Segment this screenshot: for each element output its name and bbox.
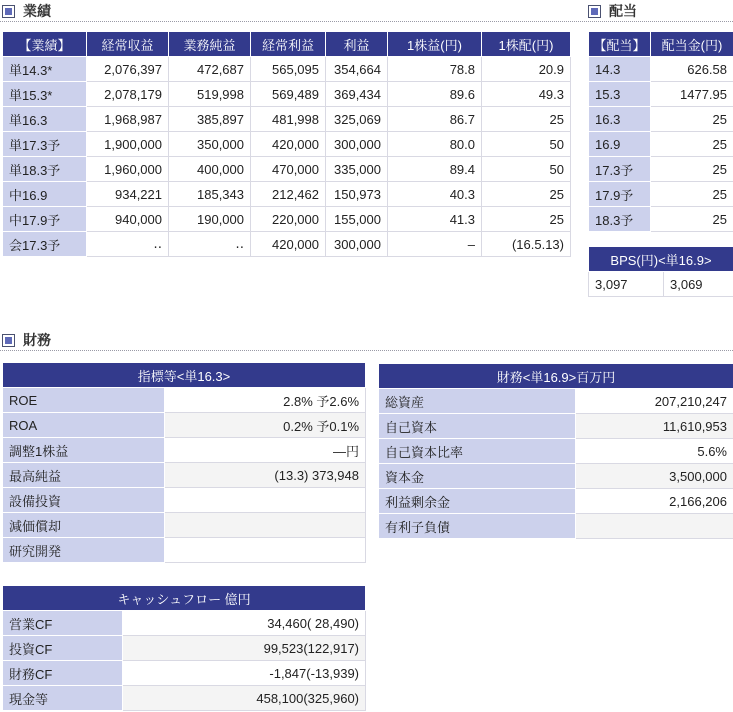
table-row (589, 82, 733, 107)
cell-value: 2,166,206 (576, 489, 733, 514)
table-row (379, 464, 733, 489)
row-label: 単18.3予 (3, 157, 87, 182)
cell-value: 472,687 (169, 57, 251, 82)
table-row (3, 232, 571, 257)
cell-value (165, 538, 366, 563)
column-header: 配当金(円) (651, 32, 733, 57)
row-label: ROE (3, 388, 165, 413)
row-label: 単17.3予 (3, 132, 87, 157)
column-header: 1株配(円) (482, 32, 571, 57)
cell-value: 207,210,247 (576, 389, 733, 414)
table-row (3, 438, 366, 463)
column-header: 【業績】 (3, 32, 87, 57)
table-row (3, 488, 366, 513)
section-title-zaimu (2, 332, 51, 348)
table-row (379, 389, 733, 414)
table-row (3, 661, 366, 686)
section-title-gyoseki (2, 3, 51, 19)
cell-value: 25 (482, 182, 571, 207)
cell-value: 190,000 (169, 207, 251, 232)
cell-value: 2,078,179 (87, 82, 169, 107)
cell-value: 49.3 (482, 82, 571, 107)
table-row (3, 513, 366, 538)
table-title: キャッシュフロー 億円 (3, 586, 366, 611)
cell-value: 335,000 (326, 157, 388, 182)
row-label: 15.3 (589, 82, 651, 107)
shihyo-table (2, 362, 366, 563)
table-row (589, 107, 733, 132)
cashflow-table (2, 585, 366, 711)
row-label: 資本金 (379, 464, 576, 489)
header-row (3, 32, 571, 57)
cell-value: 89.6 (388, 82, 482, 107)
table-row (3, 686, 366, 711)
table-row (3, 157, 571, 182)
cell-value: 565,095 (251, 57, 326, 82)
cell-value: 25 (651, 182, 733, 207)
table-title: 財務<単16.9>百万円 (379, 364, 733, 389)
cell-value: 150,973 (326, 182, 388, 207)
cell-value: 458,100(325,960) (123, 686, 366, 711)
table-row (589, 272, 733, 297)
cell-value: 25 (651, 107, 733, 132)
cell-value (576, 514, 733, 539)
cell-value: 25 (651, 157, 733, 182)
cell-value: 1,968,987 (87, 107, 169, 132)
cell-value: 25 (651, 207, 733, 232)
cell-value: 3,069 (664, 272, 733, 297)
cell-value: 185,343 (169, 182, 251, 207)
cell-value: 1477.95 (651, 82, 733, 107)
cell-value: 155,000 (326, 207, 388, 232)
cell-value: 78.8 (388, 57, 482, 82)
cell-value: 50 (482, 157, 571, 182)
cell-value: 220,000 (251, 207, 326, 232)
cell-value: 1,960,000 (87, 157, 169, 182)
cell-value: 2.8% 予2.6% (165, 388, 366, 413)
header-row (589, 247, 733, 272)
cell-value: 5.6% (576, 439, 733, 464)
row-label: 設備投資 (3, 488, 165, 513)
row-label: 自己資本 (379, 414, 576, 439)
cell-value: 50 (482, 132, 571, 157)
table-row (379, 414, 733, 439)
row-label: ROA (3, 413, 165, 438)
haito-table (588, 31, 733, 232)
cell-value: 519,998 (169, 82, 251, 107)
table-row (3, 132, 571, 157)
table-row (379, 439, 733, 464)
cell-value: 40.3 (388, 182, 482, 207)
table-row (379, 514, 733, 539)
table-row (3, 107, 571, 132)
section-title-text: 業績 (23, 3, 51, 19)
cell-value: 420,000 (251, 132, 326, 157)
cell-value: 300,000 (326, 132, 388, 157)
table-row (3, 82, 571, 107)
cell-value: 11,610,953 (576, 414, 733, 439)
row-label: 17.3予 (589, 157, 651, 182)
cell-value: 626.58 (651, 57, 733, 82)
table-row (589, 132, 733, 157)
cell-value: 934,221 (87, 182, 169, 207)
cell-value: 80.0 (388, 132, 482, 157)
cell-value: 99,523(122,917) (123, 636, 366, 661)
cell-value: 89.4 (388, 157, 482, 182)
table-row (3, 388, 366, 413)
row-label: 有利子負債 (379, 514, 576, 539)
row-label: 中17.9予 (3, 207, 87, 232)
row-label: 単16.3 (3, 107, 87, 132)
cell-value (165, 488, 366, 513)
table-row (589, 157, 733, 182)
row-label: 財務CF (3, 661, 123, 686)
row-label: 総資産 (379, 389, 576, 414)
cell-value: 25 (482, 207, 571, 232)
cell-value: 325,069 (326, 107, 388, 132)
cell-value: 350,000 (169, 132, 251, 157)
row-label: 減価償却 (3, 513, 165, 538)
table-row (379, 489, 733, 514)
row-label: 17.9予 (589, 182, 651, 207)
column-header: 経常収益 (87, 32, 169, 57)
cell-value: (16.5.13) (482, 232, 571, 257)
cell-value: 300,000 (326, 232, 388, 257)
row-label: 現金等 (3, 686, 123, 711)
section-square-icon (2, 5, 15, 18)
section-square-icon (2, 334, 15, 347)
row-label: 中16.9 (3, 182, 87, 207)
dotted-divider (0, 350, 733, 351)
column-header: 1株益(円) (388, 32, 482, 57)
cell-value: 940,000 (87, 207, 169, 232)
row-label: 単15.3* (3, 82, 87, 107)
cell-value: 481,998 (251, 107, 326, 132)
table-row (3, 538, 366, 563)
cell-value: 420,000 (251, 232, 326, 257)
cell-value: 2,076,397 (87, 57, 169, 82)
table-title: 指標等<単16.3> (3, 363, 366, 388)
header-row (3, 363, 366, 388)
header-row (379, 364, 733, 389)
table-row (589, 207, 733, 232)
cell-value: ―円 (165, 438, 366, 463)
cell-value: 385,897 (169, 107, 251, 132)
row-label: 14.3 (589, 57, 651, 82)
section-title-text: 配当 (609, 3, 637, 19)
cell-value: 354,664 (326, 57, 388, 82)
cell-value: 20.9 (482, 57, 571, 82)
cell-value: 569,489 (251, 82, 326, 107)
row-label: 16.9 (589, 132, 651, 157)
header-row (3, 586, 366, 611)
column-header: 利益 (326, 32, 388, 57)
column-header: 業務純益 (169, 32, 251, 57)
cell-value: 400,000 (169, 157, 251, 182)
cell-value: 212,462 (251, 182, 326, 207)
table-title: BPS(円)<単16.9> (589, 247, 733, 272)
section-title-haito (588, 3, 637, 19)
cell-value: 0.2% 予0.1% (165, 413, 366, 438)
table-row (3, 636, 366, 661)
cell-value: 369,434 (326, 82, 388, 107)
cell-value: (13.3) 373,948 (165, 463, 366, 488)
table-row (3, 182, 571, 207)
section-square-icon (588, 5, 601, 18)
cell-value: 470,000 (251, 157, 326, 182)
table-row (589, 182, 733, 207)
cell-value: 25 (482, 107, 571, 132)
row-label: 利益剰余金 (379, 489, 576, 514)
row-label: 最高純益 (3, 463, 165, 488)
row-label: 18.3予 (589, 207, 651, 232)
cell-value: 1,900,000 (87, 132, 169, 157)
cell-value (165, 513, 366, 538)
row-label: 単14.3* (3, 57, 87, 82)
row-label: 会17.3予 (3, 232, 87, 257)
table-row (3, 463, 366, 488)
cell-value: 3,500,000 (576, 464, 733, 489)
table-row (3, 57, 571, 82)
cell-value: ‥ (169, 232, 251, 257)
row-label: 営業CF (3, 611, 123, 636)
column-header: 経常利益 (251, 32, 326, 57)
cell-value: 41.3 (388, 207, 482, 232)
dotted-divider (0, 21, 733, 22)
bps-table (588, 246, 733, 297)
table-row (3, 413, 366, 438)
cell-value: 3,097 (589, 272, 664, 297)
column-header: 【配当】 (589, 32, 651, 57)
zaimu-table (378, 363, 733, 539)
cell-value: -1,847(-13,939) (123, 661, 366, 686)
cell-value: 86.7 (388, 107, 482, 132)
row-label: 調整1株益 (3, 438, 165, 463)
table-row (3, 611, 366, 636)
cell-value: 34,460( 28,490) (123, 611, 366, 636)
row-label: 16.3 (589, 107, 651, 132)
row-label: 研究開発 (3, 538, 165, 563)
table-row (3, 207, 571, 232)
row-label: 投資CF (3, 636, 123, 661)
table-row (589, 57, 733, 82)
cell-value: ‥ (87, 232, 169, 257)
cell-value: 25 (651, 132, 733, 157)
section-title-text: 財務 (23, 332, 51, 348)
cell-value: – (388, 232, 482, 257)
row-label: 自己資本比率 (379, 439, 576, 464)
header-row (589, 32, 733, 57)
gyoseki-table (2, 31, 571, 257)
